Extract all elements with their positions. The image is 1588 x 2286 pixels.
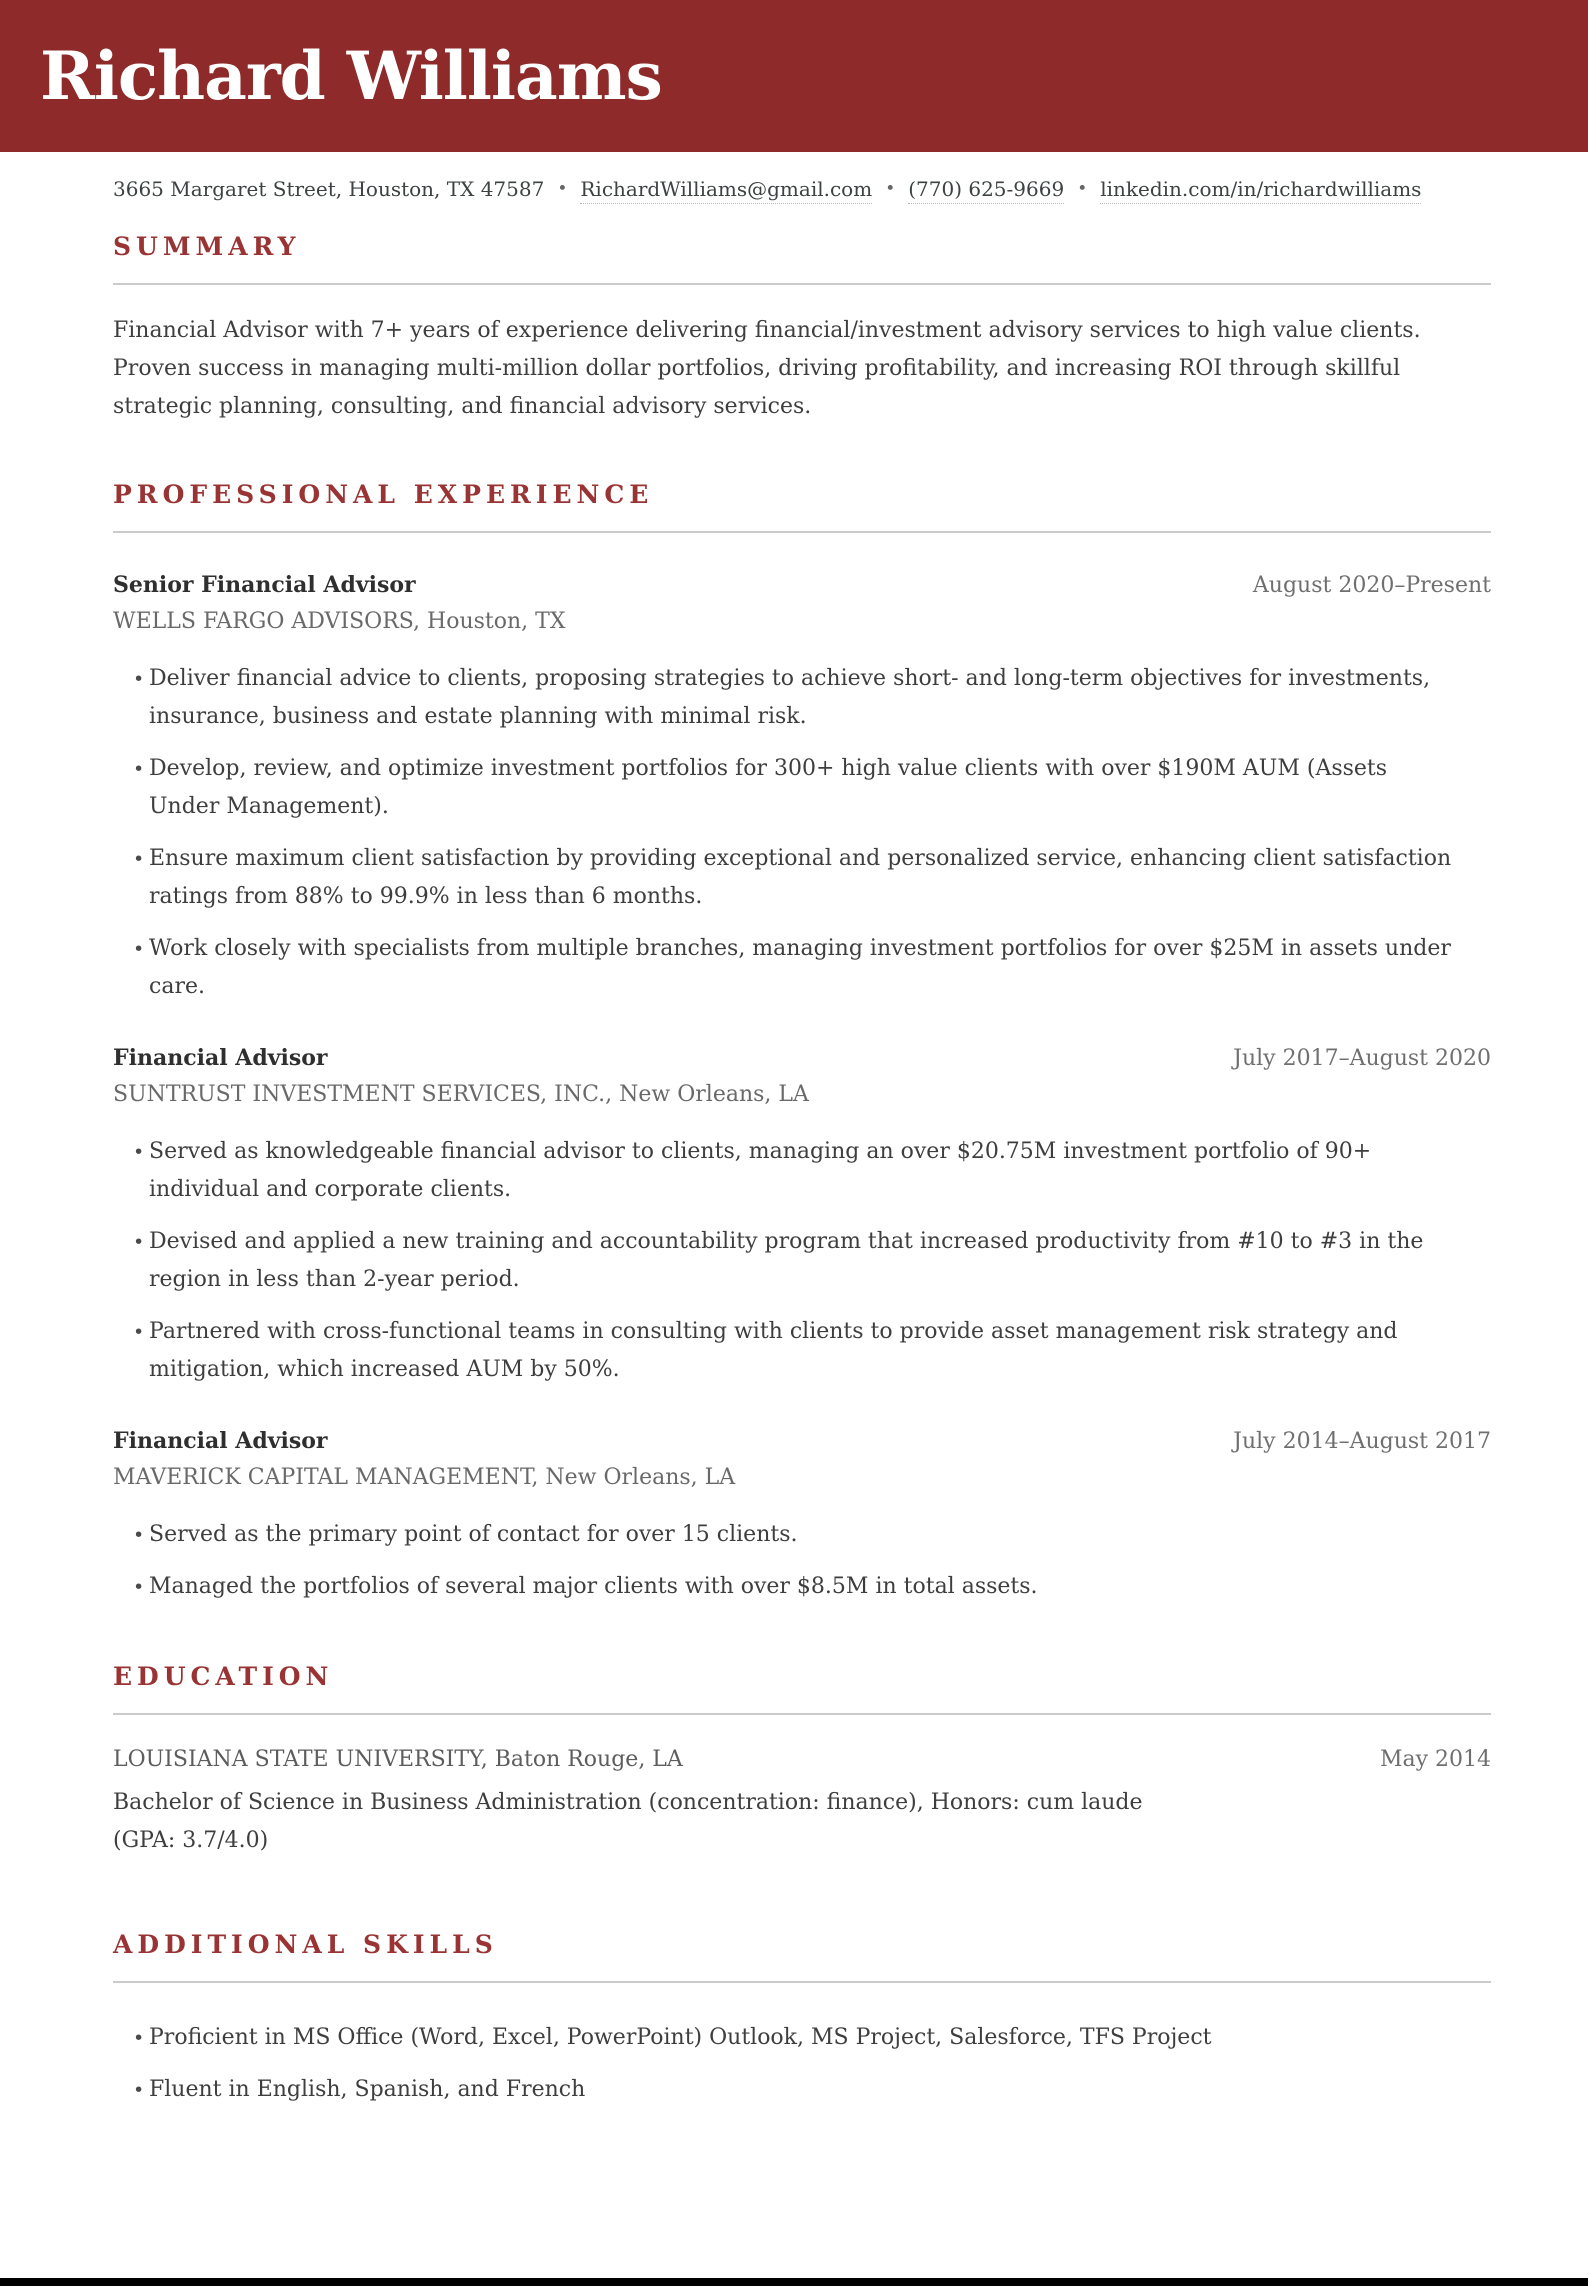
bullet-text: Fluent in English, Spanish, and French [149,2077,586,2102]
job-company: MAVERICK CAPITAL MANAGEMENT, New Orleans, LA [113,1465,736,1490]
job-title: Financial Advisor [113,1045,328,1071]
job-bullet-list [113,1516,1491,1606]
bullet-item [113,1133,1491,1209]
separator-dot: • [557,179,568,199]
bullet-item [113,1516,1491,1554]
section-additional-skills [113,1930,1491,2109]
job-entry [113,571,1491,1006]
education-row [113,1745,1491,1775]
bottom-edge [0,2278,1588,2286]
bullet-marker: • [133,2079,145,2101]
job-dates: July 2014–August 2017 [1233,1429,1491,1454]
resume-body [0,177,1588,2109]
education-school: LOUISIANA STATE UNIVERSITY, Baton Rouge, LA [113,1747,683,1772]
education-heading: EDUCATION [113,1662,334,1691]
bullet-text: Served as the primary point of contact for over 15 clients. [149,1522,798,1547]
section-divider [113,283,1491,285]
bullet-text: Partnered with cross-functional teams in consulting with clients to provide asset management risk strategy and mitigation, which increased AUM by 50%. [149,1319,1398,1382]
bullet-item [113,750,1491,826]
summary-heading: SUMMARY [113,232,301,261]
bullet-marker: • [133,758,145,780]
job-bullet-list [113,1133,1491,1389]
bullet-item [113,1568,1491,1606]
job-bullet-list [113,660,1491,1006]
job-dates: July 2017–August 2020 [1233,1046,1491,1071]
bullet-text: Work closely with specialists from multiple branches, managing investment portfolios for over $25M in assets under care. [149,936,1451,999]
education-date: May 2014 [1379,1747,1491,1772]
bullet-marker: • [133,1576,145,1598]
bullet-item [113,1223,1491,1299]
education-degree: Bachelor of Science in Business Administration (concentration: finance), Honors: cum laude (GPA: 3.7/4.0) [113,1790,1143,1853]
job-title-row [113,571,1491,599]
bullet-marker: • [133,668,145,690]
section-education [113,1662,1491,1860]
job-title-row [113,1427,1491,1455]
bullet-text: Devised and applied a new training and accountability program that increased productivity from #10 to #3 in the region in less than 2-year period. [149,1229,1424,1292]
bullet-item [113,2019,1491,2057]
job-title: Financial Advisor [113,1428,328,1454]
bullet-marker: • [133,2027,145,2049]
bullet-text: Proficient in MS Office (Word, Excel, PowerPoint) Outlook, MS Project, Salesforce, TFS Project [149,2025,1212,2050]
job-company: WELLS FARGO ADVISORS, Houston, TX [113,609,566,634]
contact-bar [113,177,1491,201]
section-divider [113,1713,1491,1715]
separator-dot: • [1077,179,1088,199]
bullet-marker: • [133,1524,145,1546]
section-summary [113,232,1491,426]
bullet-text: Deliver financial advice to clients, proposing strategies to achieve short- and long-term objectives for investments, insurance, business and estate planning with minimal risk. [149,666,1431,729]
header-banner [0,0,1588,152]
bullet-text: Managed the portfolios of several major clients with over $8.5M in total assets. [149,1574,1038,1599]
bullet-text: Ensure maximum client satisfaction by providing exceptional and personalized service, enhancing client satisfaction ratings from 88% to 99.9% in less than 6 months. [149,846,1452,909]
bullet-marker: • [133,938,145,960]
section-divider [113,531,1491,533]
section-experience [113,480,1491,1606]
bullet-marker: • [133,1141,145,1163]
job-entry [113,1044,1491,1389]
section-divider [113,1981,1491,1983]
bullet-item [113,660,1491,736]
job-title-row [113,1044,1491,1072]
linkedin-link[interactable]: linkedin.com/in/richardwilliams [1100,177,1421,204]
bullet-text: Served as knowledgeable financial advisor to clients, managing an over $20.75M investment portfolio of 90+ individual and corporate clients. [149,1139,1372,1202]
separator-dot: • [885,179,896,199]
contact-address: 3665 Margaret Street, Houston, TX 47587 [113,177,545,201]
bullet-marker: • [133,1231,145,1253]
bullet-item [113,930,1491,1006]
job-company: SUNTRUST INVESTMENT SERVICES, INC., New Orleans, LA [113,1082,809,1107]
job-dates: August 2020–Present [1252,573,1491,598]
experience-heading: PROFESSIONAL EXPERIENCE [113,480,654,509]
job-entry [113,1427,1491,1606]
bullet-item [113,840,1491,916]
job-title: Senior Financial Advisor [113,572,416,598]
skills-bullet-list [113,2019,1491,2109]
bullet-text: Develop, review, and optimize investment portfolios for 300+ high value clients with over $190M AUM (Assets Under Management). [149,756,1388,819]
summary-text: Financial Advisor with 7+ years of experience delivering financial/investment advisory services to high value clients. Proven success in managing multi-million dollar portfolios, driving profitability, and increasing ROI through skillful strategic planning, consulting, and financial advisory services. [113,318,1421,419]
bullet-marker: • [133,848,145,870]
skills-heading: ADDITIONAL SKILLS [113,1930,498,1959]
email-link[interactable]: RichardWilliams@gmail.com [580,177,872,204]
person-name: Richard Williams [40,37,662,115]
bullet-item [113,2071,1491,2109]
bullet-marker: • [133,1321,145,1343]
phone-link[interactable]: (770) 625-9669 [908,177,1064,204]
bullet-item [113,1313,1491,1389]
